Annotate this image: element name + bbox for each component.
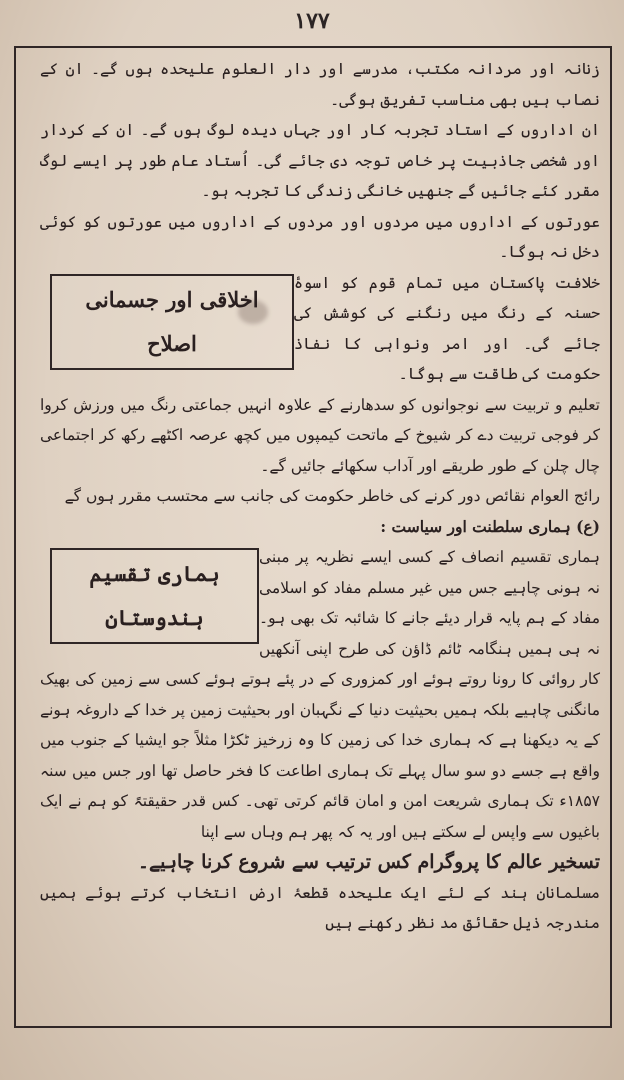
heading-box-partition: ہماری تقسیم ہندوستان <box>50 548 259 644</box>
paragraph-youth-training: تعلیم و تربیت سے نوجوانوں کو سدھارنے کے علاوہ انہیں جماعتی رنگ میں ورزش کروا کر فوجی تربیت دے کر شیوخ کے ماتحت کیمپوں میں کچھ عرصہ اکٹھے رکھ کر اجتماعی چال چلن کے طور طریقے اور آداب سکھائے جائیں گے۔ <box>40 395 600 475</box>
subheading-state-politics: (ع) ہماری سلطنت اور سیاست : <box>380 516 600 536</box>
document-body <box>40 54 600 939</box>
paragraph-teachers: ان اداروں کے استاد تجربہ کار اور جہاں دیدہ لوگ ہوں گے۔ ان کے کردار اور شخصی جاذبیت پر خاص توجہ دی جائے گی۔ اُستاد عام طور پر ایسے لوگ مقرر کئے جائیں گے جنھیں خانگی زندگی کا تجربہ ہو۔ <box>40 121 600 200</box>
paragraph-world-program: تسخیر عالم کا پروگرام کس ترتیب سے شروع کرنا چاہیے۔ <box>137 851 600 873</box>
paragraph-separate-institutions: زنانہ اور مردانہ مکتب، مدرسے اور دار العلوم علیحدہ ہوں گے۔ ان کے نصاب ہیں بھی مناسب تفریق ہوگی۔ <box>40 60 600 109</box>
page-number: ۱۷۷ <box>294 8 330 34</box>
paragraph-ombudsman: رائج العوام نقائص دور کرنے کی خاطر حکومت کی جانب سے محتسب مقرر ہوں گے <box>64 487 600 505</box>
paragraph-partition: ہماری تقسیم انصاف کے کسی ایسے نظریہ پر مبنی نہ ہونی چاہیے جس میں غیر مسلم مفاد کو اسلامی مفاد کے ہم پایہ قرار دیئے جانے کا شائبہ تک بھی ہو۔ نہ ہی ہمیں ہنگامہ ٹائم ڈاؤن کی طرح اپنی آنکھیں کار روائی کا رونا روتے ہوئے اور کمزوری کے در پئے ہوتے ہوئے کسی سے زمین کی بھیک مانگنی چاہیے بلکہ ہمیں بحیثیت دنیا کے نگہبان اور بحیثیت زمین پر خدا کے داروغہ ہونے کے یہ دیکھنا ہے کہ ہماری خدا کی زمین کا وہ زرخیز ٹکڑا مثلاً جو ایشیا کے جنوب میں واقع ہے جسے دو سو سال پہلے تک ہماری اطاعت کا فخر حاصل تھا اور جس میں سنہ ۱۸۵۷ء تک ہماری شریعت امن و امان قائم کرتی تھی۔ کس قدر حقیقتہً کو ہم نے ایک باغیوں سے واپس لے سکتے ہیں اور یہ کہ پھر ہم وہاں سے اپنا <box>40 548 600 841</box>
paragraph-no-mixing: عورتوں کے اداروں میں مردوں اور مردوں کے اداروں میں عورتوں کو کوئی دخل نہ ہوگا۔ <box>40 212 600 261</box>
paragraph-separate-land: مسلمانان ہند کے لئے ایک علیحدہ قطعۂ ارض انتخاب کرتے ہوئے ہمیں مندرجہ ذیل حقائق مد نظر رکھنے ہیں <box>40 883 600 932</box>
heading-box-moral-physical-reform: اخلاقی اور جسمانی اصلاح <box>50 274 294 370</box>
paragraph-khilafat: خلافت پاکستان میں تمام قوم کو اسوۂ حسنہ کے رنگ میں رنگنے کی کوشش کی جائے گی۔ اور امر ونواہی کا نفاذ حکومت کی طاقت سے ہوگا۔ <box>294 273 600 383</box>
